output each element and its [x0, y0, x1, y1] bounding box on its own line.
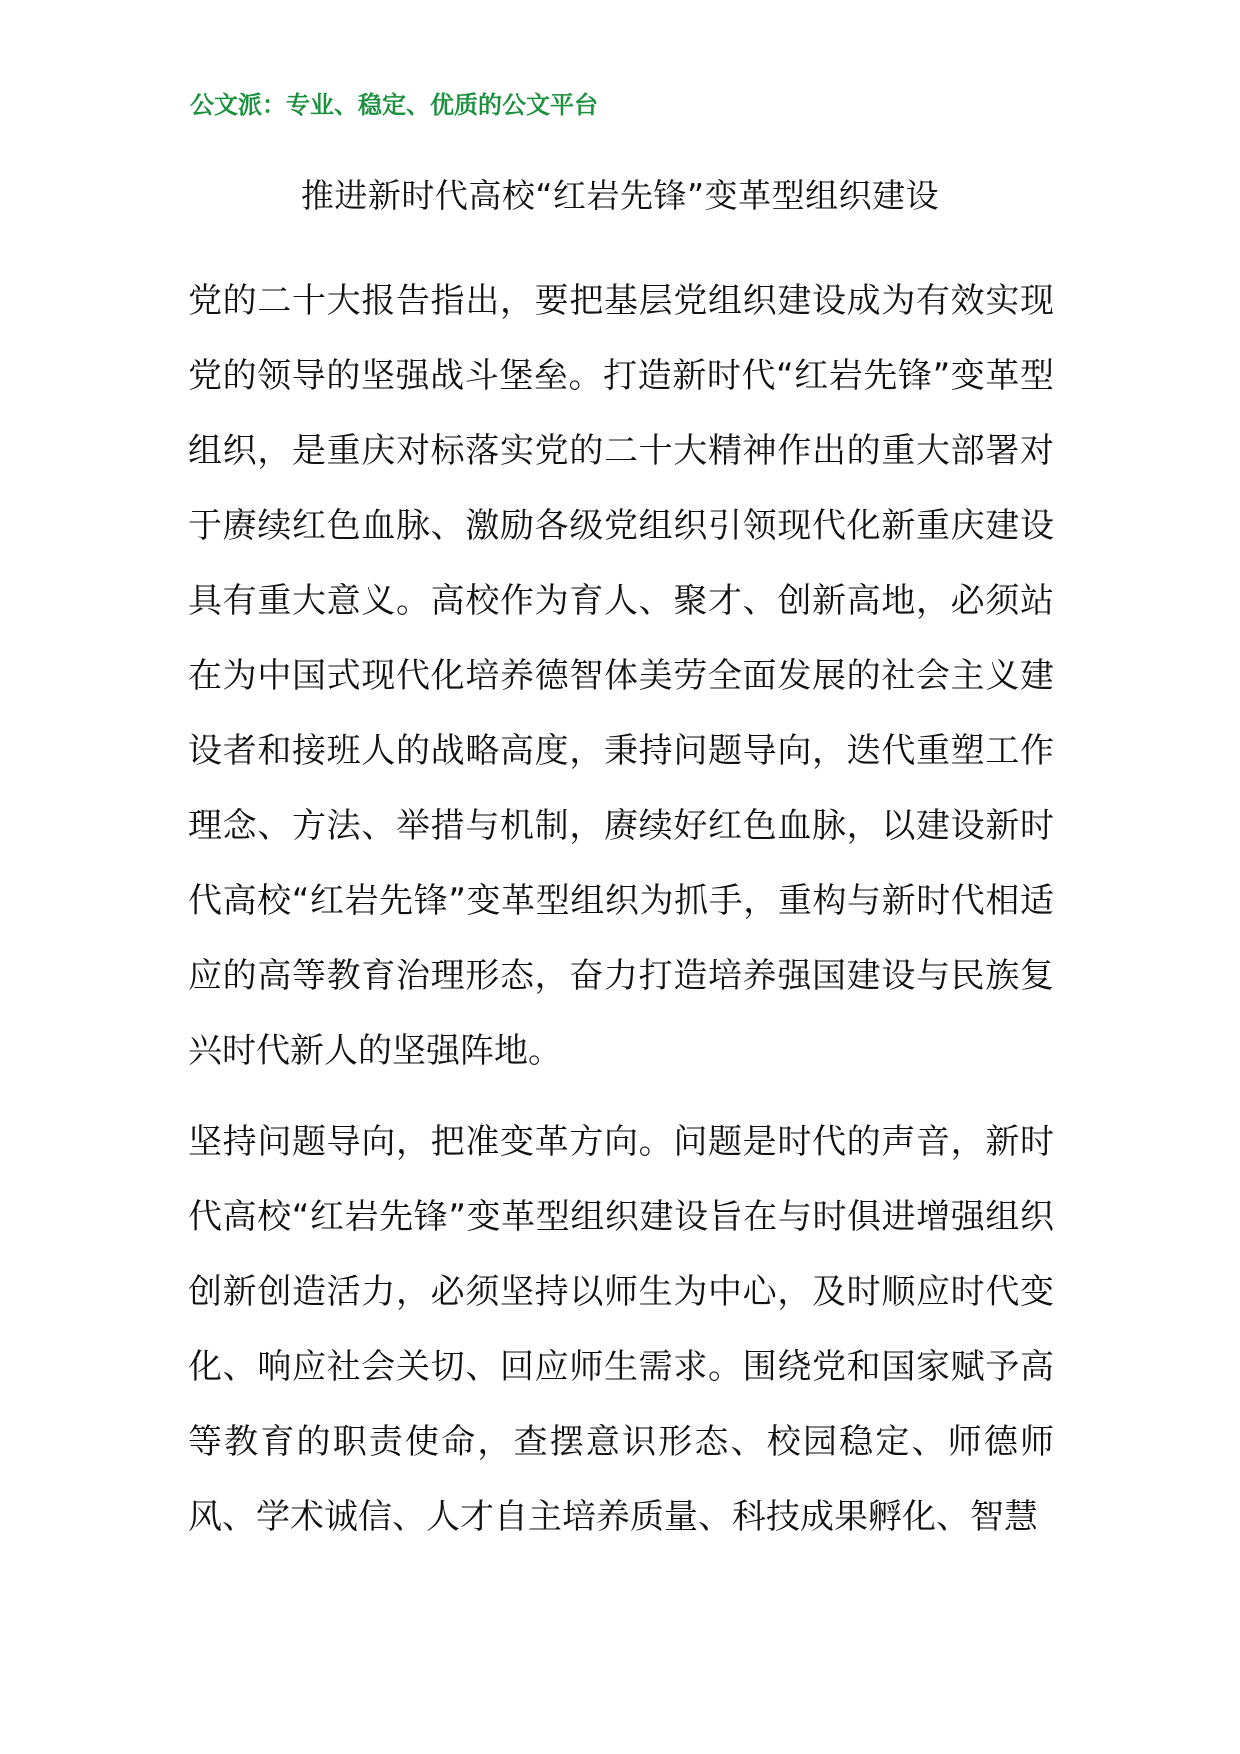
- platform-header: 公文派：专业、稳定、优质的公文平台: [190, 90, 598, 119]
- body-paragraph: 党的二十大报告指出，要把基层党组织建设成为有效实现党的领导的坚强战斗堡垒。打造新时代“红岩先锋”变革型组织，是重庆对标落实党的二十大精神作出的重大部署对于赓续红色血脉、激励各级党组织引领现代化新重庆建设具有重大意义。高校作为育人、聚才、创新高地，必须站在为中国式现代化培养德智体美劳全面发展的社会主义建设者和接班人的战略高度，秉持问题导向，迭代重塑工作理念、方法、举措与机制，赓续好红色血脉，以建设新时代高校“红岩先锋”变革型组织为抓手，重构与新时代相适应的高等教育治理形态，奋力打造培养强国建设与民族复兴时代新人的坚强阵地。: [188, 281, 1054, 1071]
- document-body: [188, 264, 1054, 1555]
- document-title: 推进新时代高校“红岩先锋”变革型组织建设: [300, 176, 940, 215]
- body-paragraph: 坚持问题导向，把准变革方向。问题是时代的声音，新时代高校“红岩先锋”变革型组织建设旨在与时俱进增强组织创新创造活力，必须坚持以师生为中心，及时顺应时代变化、响应社会关切、回应师生需求。围绕党和国家赋予高等教育的职责使命，查摆意识形态、校园稳定、师德师风、学术诚信、人才自主培养质量、科技成果孵化、智慧: [188, 1122, 1054, 1537]
